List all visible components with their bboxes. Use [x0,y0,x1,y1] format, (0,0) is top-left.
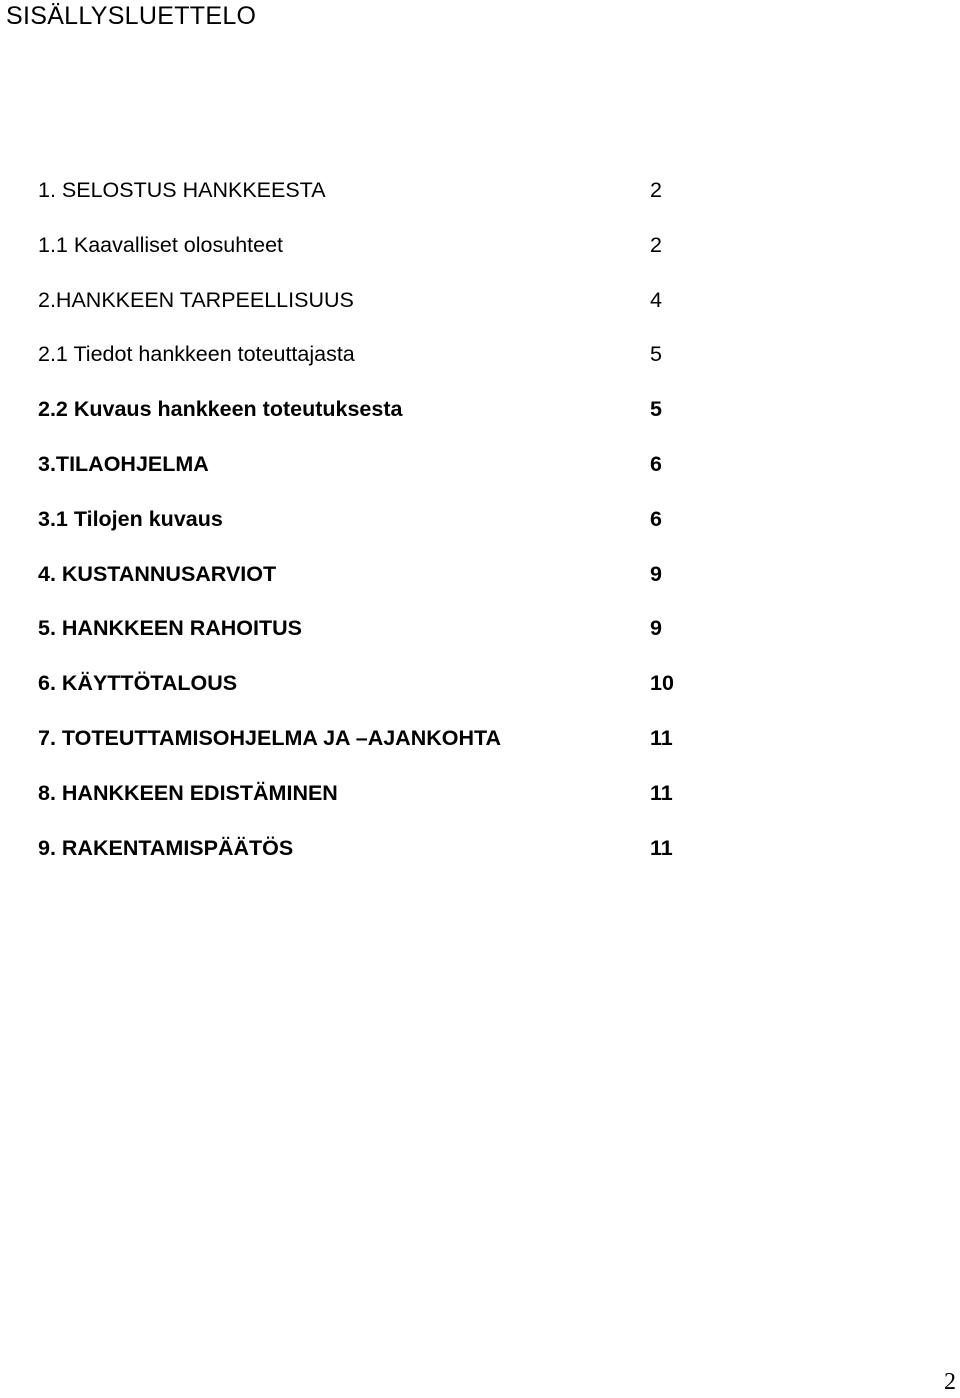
toc-entry-page: 9 [650,616,662,641]
toc-entry[interactable] [38,340,698,395]
toc-entry[interactable] [38,176,698,231]
toc-entry-page: 5 [650,342,662,367]
toc-entry-page: 9 [650,561,662,586]
toc-entry-page: 2 [650,178,662,202]
toc-entry-page: 2 [650,232,662,257]
toc-entry[interactable] [38,834,698,889]
toc-entry-page: 6 [650,506,662,531]
toc-entry[interactable] [38,450,698,505]
toc-entry-page: 4 [650,287,662,312]
toc-entry[interactable] [38,505,698,560]
table-of-contents [38,176,698,888]
toc-entry[interactable] [38,286,698,341]
toc-entry-page: 10 [650,671,674,696]
page-number: 2 [944,1369,956,1395]
toc-entry[interactable] [38,560,698,615]
document-title: SISÄLLYSLUETTELO [6,2,257,30]
toc-entry[interactable] [38,779,698,834]
toc-entry-page: 6 [650,451,662,476]
toc-entry-label: 3.TILAOHJELMA [38,451,209,476]
toc-entry-page: 5 [650,397,662,422]
toc-entry-label: 7. TOTEUTTAMISOHJELMA JA –AJANKOHTA [38,725,502,750]
toc-entry-page: 11 [650,835,673,860]
toc-entry-label: 4. KUSTANNUSARVIOT [38,561,277,586]
toc-entry-label: 9. RAKENTAMISPÄÄTÖS [38,835,294,860]
toc-entry-label: 2.2 Kuvaus hankkeen toteutuksesta [38,397,403,422]
toc-entry-label: 5. HANKKEEN RAHOITUS [38,616,302,641]
toc-entry-label: 1. SELOSTUS HANKKEESTA [38,178,326,202]
toc-entry-label: 6. KÄYTTÖTALOUS [38,671,238,696]
toc-entry-label: 3.1 Tilojen kuvaus [38,506,223,531]
toc-entry[interactable] [38,614,698,669]
toc-entry-page: 11 [650,780,673,805]
toc-entry-label: 8. HANKKEEN EDISTÄMINEN [38,780,338,805]
toc-entry-label: 1.1 Kaavalliset olosuhteet [38,232,284,257]
toc-entry[interactable] [38,724,698,779]
toc-entry-page: 11 [650,725,673,750]
toc-entry[interactable] [38,395,698,450]
toc-entry[interactable] [38,669,698,724]
toc-entry-label: 2.1 Tiedot hankkeen toteuttajasta [38,342,355,367]
toc-entry-label: 2.HANKKEEN TARPEELLISUUS [38,287,354,312]
toc-entry[interactable] [38,231,698,286]
